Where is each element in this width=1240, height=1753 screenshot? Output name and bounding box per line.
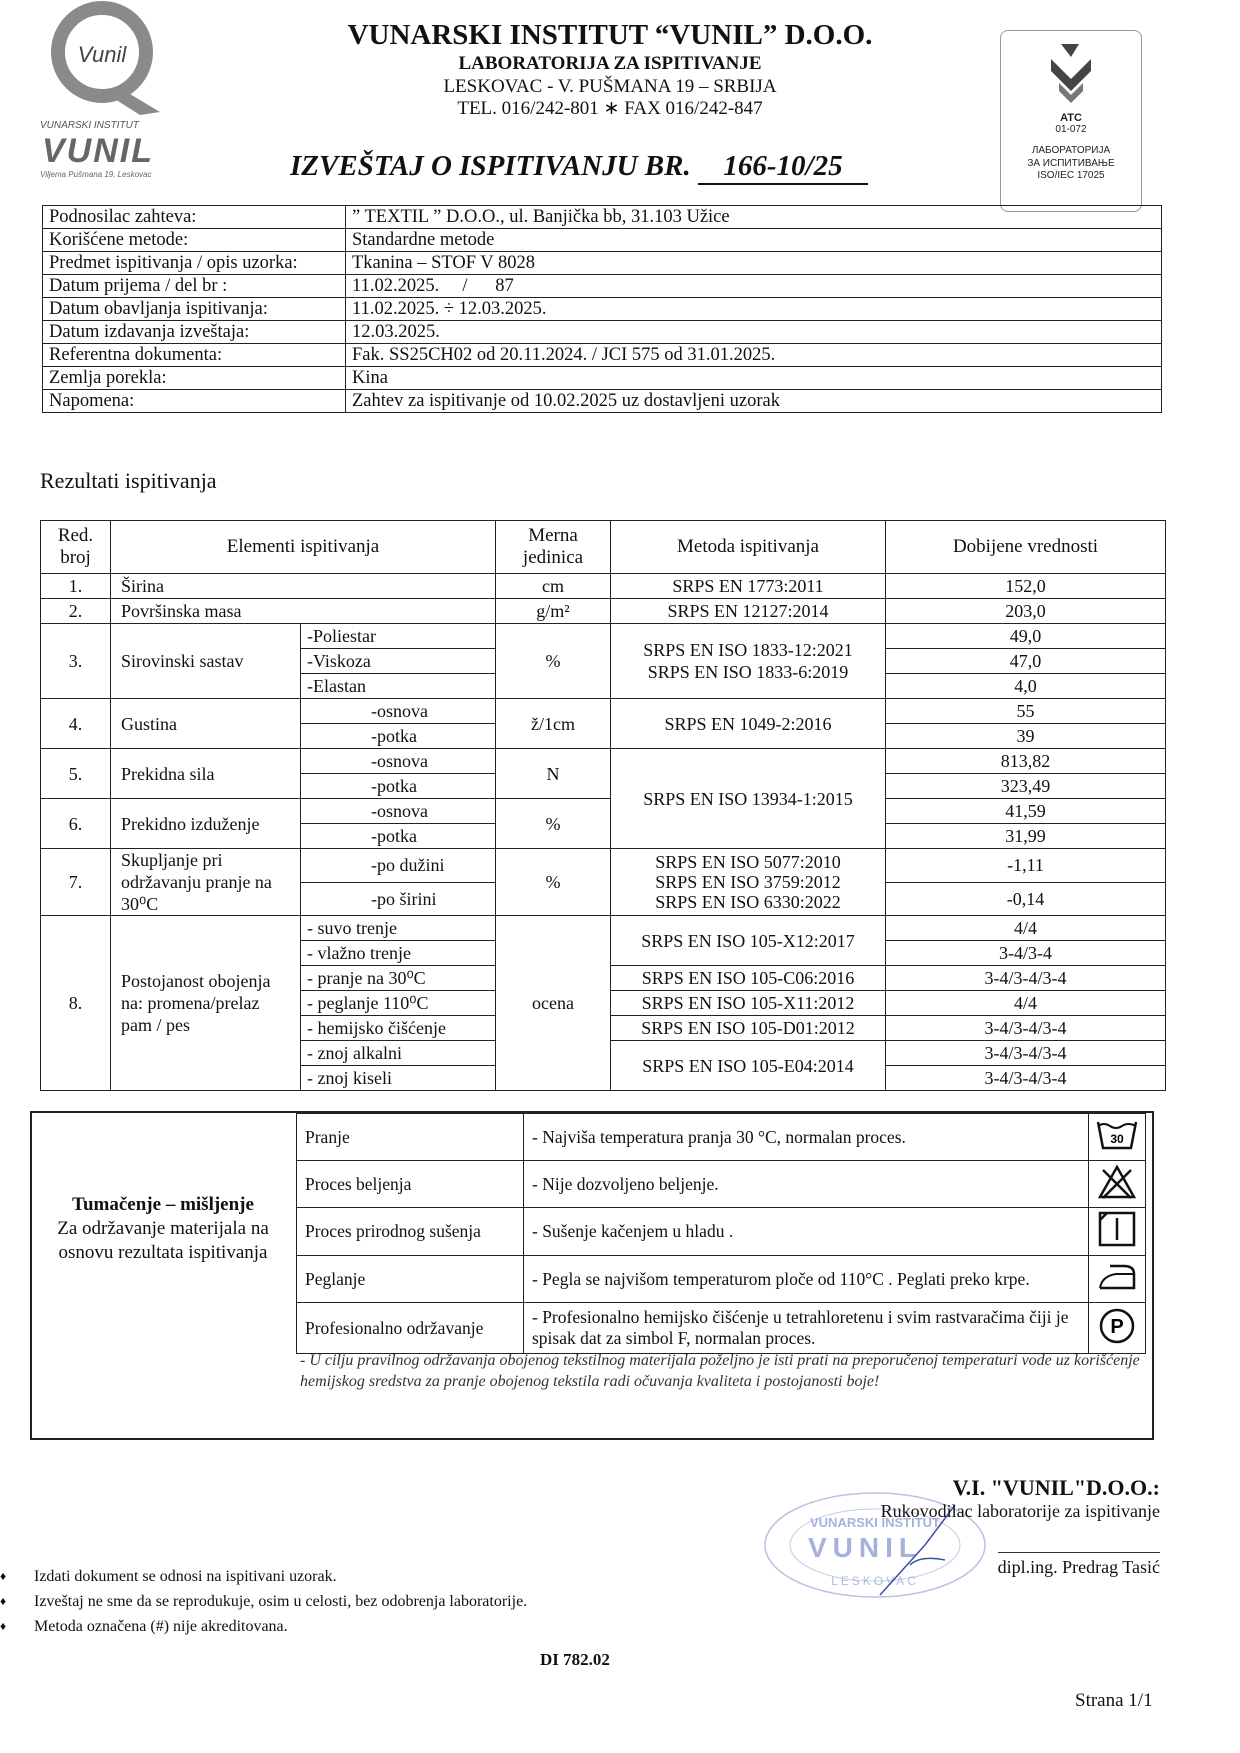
info-value: Standardne metode xyxy=(346,229,1162,252)
interpretation-note: - U cilju pravilnog održavanja obojenog tekstilnog materijala poželjno je isti prati na preporučenoj temperaturi vode uz korišćenje hemijskog sredstva za pranje obojenog tekstila radi očuvanja kvaliteta i postojanosti boje! xyxy=(300,1352,1140,1390)
info-value: 11.02.2025. / 87 xyxy=(346,275,1162,298)
row-value: 813,82 xyxy=(886,749,1166,774)
atc-number: 01-072 xyxy=(1055,124,1087,135)
document-id: DI 782.02 xyxy=(540,1650,610,1669)
signature-company: V.I. "VUNIL"D.O.O.: xyxy=(952,1475,1160,1500)
row-no: 7. xyxy=(41,849,111,916)
info-row xyxy=(43,390,1162,413)
table-row xyxy=(41,699,1166,724)
table-row xyxy=(41,799,1166,824)
header-no: Red. broj xyxy=(41,521,111,574)
care-row xyxy=(297,1114,1146,1161)
row-element: Površinska masa xyxy=(111,599,496,624)
interpretation-box xyxy=(30,1111,1154,1440)
letterhead xyxy=(300,18,920,121)
table-row xyxy=(41,624,1166,649)
row-no: 8. xyxy=(41,916,111,1091)
results-header-row xyxy=(41,521,1166,574)
care-text: - Nije dozvoljeno beljenje. xyxy=(524,1161,1089,1208)
info-row xyxy=(43,344,1162,367)
row-value: 55 xyxy=(886,699,1166,724)
info-row xyxy=(43,229,1162,252)
method-line: SRPS EN ISO 1833-6:2019 xyxy=(647,662,849,682)
care-text: - Sušenje kačenjem u hladu . xyxy=(524,1208,1089,1256)
row-subelement: -Poliestar xyxy=(301,624,496,649)
info-key: Korišćene metode: xyxy=(43,229,346,252)
row-value: 3-4/3-4/3-4 xyxy=(886,966,1166,991)
row-no: 3. xyxy=(41,624,111,699)
atc-line2: ЗА ИСПИТИВАЊЕ xyxy=(1027,157,1115,169)
row-value: 4,0 xyxy=(886,674,1166,699)
row-value: 49,0 xyxy=(886,624,1166,649)
table-row xyxy=(41,599,1166,624)
info-key: Podnosilac zahteva: xyxy=(43,206,346,229)
org-name: VUNARSKI INSTITUT “VUNIL” D.O.O. xyxy=(347,19,873,51)
row-no: 1. xyxy=(41,574,111,599)
signature-block xyxy=(860,1475,1160,1578)
row-value: 47,0 xyxy=(886,649,1166,674)
footer-note: ♦ Metoda označena (#) nije akreditovana. xyxy=(0,1615,527,1640)
care-row xyxy=(297,1208,1146,1256)
row-subelement: - suvo trenje xyxy=(301,916,496,941)
info-key: Predmet ispitivanja / opis uzorka: xyxy=(43,252,346,275)
row-subelement: -potka xyxy=(301,824,496,849)
results-table xyxy=(40,520,1166,1091)
footer-note: ♦ Izveštaj ne sme da se reprodukuje, osim u celosti, bez odobrenja laboratorije. xyxy=(0,1590,527,1615)
row-value: 323,49 xyxy=(886,774,1166,799)
report-number: 166-10/25 xyxy=(698,150,868,185)
row-no: 4. xyxy=(41,699,111,749)
iron-low-icon xyxy=(1089,1256,1146,1303)
row-element: Prekidna sila xyxy=(111,749,301,799)
row-value: 3-4/3-4/3-4 xyxy=(886,1016,1166,1041)
row-value: 41,59 xyxy=(886,799,1166,824)
row-subelement: -osnova xyxy=(301,749,496,774)
row-unit: % xyxy=(496,849,611,916)
row-unit: g/m² xyxy=(496,599,611,624)
info-key: Zemlja porekla: xyxy=(43,367,346,390)
row-method: SRPS EN ISO 105-X12:2017 xyxy=(611,916,886,966)
info-row xyxy=(43,252,1162,275)
logo-wordmark: VUNIL xyxy=(42,132,154,170)
row-method xyxy=(611,624,886,699)
info-value: Kina xyxy=(346,367,1162,390)
care-label: Proces beljenja xyxy=(297,1161,524,1208)
footer-notes xyxy=(0,1565,527,1639)
row-value: 203,0 xyxy=(886,599,1166,624)
row-unit: ž/1cm xyxy=(496,699,611,749)
info-row xyxy=(43,321,1162,344)
care-label: Profesionalno održavanje xyxy=(297,1303,524,1354)
row-subelement: -potka xyxy=(301,774,496,799)
method-line: SRPS EN ISO 5077:2010 xyxy=(655,852,841,872)
signature-role: Rukovodilac laboratorije za ispitivanje xyxy=(880,1501,1160,1521)
row-value: 31,99 xyxy=(886,824,1166,849)
dry-clean-letter: P xyxy=(1110,1315,1124,1338)
row-subelement: - pranje na 30⁰C xyxy=(301,966,496,991)
atc-line3: ISO/IEC 17025 xyxy=(1037,170,1105,181)
org-phone: TEL. 016/242-801 ∗ FAX 016/242-847 xyxy=(457,98,763,120)
row-method: SRPS EN ISO 105-X11:2012 xyxy=(611,991,886,1016)
row-subelement: - znoj kiseli xyxy=(301,1066,496,1091)
row-unit: ocena xyxy=(496,916,611,1091)
report-info-table xyxy=(42,205,1162,413)
row-method: SRPS EN ISO 105-E04:2014 xyxy=(611,1041,886,1091)
care-row xyxy=(297,1303,1146,1354)
row-no: 5. xyxy=(41,749,111,799)
atc-code: ATC xyxy=(1060,112,1082,124)
row-value: -1,11 xyxy=(886,849,1166,883)
row-element: Prekidno izduženje xyxy=(111,799,301,849)
row-method: SRPS EN ISO 13934-1:2015 xyxy=(611,749,886,849)
row-subelement: - znoj alkalni xyxy=(301,1041,496,1066)
info-value: Fak. SS25CH02 od 20.11.2024. / JCI 575 od 31.01.2025. xyxy=(346,344,1162,367)
wash-temp: 30 xyxy=(1110,1131,1124,1146)
row-value: 3-4/3-4/3-4 xyxy=(886,1041,1166,1066)
stamp-text: VUNARSKI INSTITUT xyxy=(810,1515,940,1530)
results-title: Rezultati ispitivanja xyxy=(40,468,217,493)
logo-q-text: Vunil xyxy=(77,42,127,67)
no-bleach-icon xyxy=(1089,1161,1146,1208)
care-text: - Profesionalno hemijsko čišćenje u tetrahloretenu i svim rastvaračima čiji je spisak dat za simbol F, normalan proces. xyxy=(524,1303,1089,1354)
method-line: SRPS EN ISO 3759:2012 xyxy=(655,872,841,892)
row-value: 152,0 xyxy=(886,574,1166,599)
footer-note: ♦ Izdati dokument se odnosi na ispitivani uzorak. xyxy=(0,1565,527,1590)
table-row xyxy=(41,749,1166,774)
info-key: Napomena: xyxy=(43,390,346,413)
info-row xyxy=(43,206,1162,229)
row-unit: % xyxy=(496,624,611,699)
lab-name: LABORATORIJA ZA ISPITIVANJE xyxy=(458,52,762,74)
page-number: Strana 1/1 xyxy=(1075,1690,1153,1711)
info-value: Tkanina – STOF V 8028 xyxy=(346,252,1162,275)
table-row xyxy=(41,574,1166,599)
table-row xyxy=(41,916,1166,941)
info-key: Datum obavljanja ispitivanja: xyxy=(43,298,346,321)
care-label: Peglanje xyxy=(297,1256,524,1303)
signature-name: dipl.ing. Predrag Tasić xyxy=(998,1552,1160,1578)
row-element: Postojanost obojenja na: promena/prelaz pam / pes xyxy=(111,916,301,1091)
row-value: 4/4 xyxy=(886,916,1166,941)
row-method: SRPS EN ISO 105-C06:2016 xyxy=(611,966,886,991)
stamp-word: VUNIL xyxy=(808,1532,922,1563)
stamp-city: LESKOVAC xyxy=(831,1574,919,1588)
row-method: SRPS EN 1049-2:2016 xyxy=(611,699,886,749)
row-subelement: -osnova xyxy=(301,699,496,724)
vunil-q-logo xyxy=(40,0,170,120)
care-row xyxy=(297,1161,1146,1208)
row-subelement: - peglanje 110⁰C xyxy=(301,991,496,1016)
row-subelement: -osnova xyxy=(301,799,496,824)
info-value: ” TEXTIL ” D.O.O., ul. Banjička bb, 31.103 Užice xyxy=(346,206,1162,229)
dry-clean-p-icon xyxy=(1089,1303,1146,1354)
row-method: SRPS EN ISO 105-D01:2012 xyxy=(611,1016,886,1041)
row-value: 3-4/3-4 xyxy=(886,941,1166,966)
row-unit: % xyxy=(496,799,611,849)
care-label: Pranje xyxy=(297,1114,524,1161)
care-table xyxy=(296,1113,1146,1354)
row-subelement: - vlažno trenje xyxy=(301,941,496,966)
row-subelement: -Viskoza xyxy=(301,649,496,674)
info-key: Datum izdavanja izveštaja: xyxy=(43,321,346,344)
method-line: SRPS EN ISO 1833-12:2021 xyxy=(643,640,853,660)
row-element: Širina xyxy=(111,574,496,599)
row-no: 2. xyxy=(41,599,111,624)
header-value: Dobijene vrednosti xyxy=(886,521,1166,574)
row-value: -0,14 xyxy=(886,882,1166,916)
care-row xyxy=(297,1256,1146,1303)
interpretation-title: Tumačenje – mišljenje xyxy=(72,1194,254,1215)
row-element: Skupljanje pri održavanju pranje na 30⁰C xyxy=(111,849,301,916)
row-subelement: -Elastan xyxy=(301,674,496,699)
info-value: Zahtev za ispitivanje od 10.02.2025 uz dostavljeni uzorak xyxy=(346,390,1162,413)
logo-subtitle: VUNARSKI INSTITUT xyxy=(40,120,139,131)
care-label: Proces prirodnog sušenja xyxy=(297,1208,524,1256)
row-subelement: -po dužini xyxy=(301,849,496,883)
interpretation-subtitle: Za održavanje materijala na osnovu rezultata ispitivanja xyxy=(57,1217,269,1263)
info-value: 11.02.2025. ÷ 12.03.2025. xyxy=(346,298,1162,321)
method-line: SRPS EN ISO 6330:2022 xyxy=(655,892,841,912)
row-method: SRPS EN 1773:2011 xyxy=(611,574,886,599)
row-subelement: -potka xyxy=(301,724,496,749)
line-dry-shade-icon xyxy=(1089,1208,1146,1256)
care-text: - Pegla se najvišom temperaturom ploče od 110°C . Peglati preko krpe. xyxy=(524,1256,1089,1303)
report-title-text: IZVEŠTAJ O ISPITIVANJU BR. xyxy=(290,150,691,182)
row-value: 3-4/3-4/3-4 xyxy=(886,1066,1166,1091)
row-no: 6. xyxy=(41,799,111,849)
row-method: SRPS EN 12127:2014 xyxy=(611,599,886,624)
row-unit: N xyxy=(496,749,611,799)
table-row xyxy=(41,849,1166,883)
logo-address: Viljema Pušmana 19, Leskovac xyxy=(40,170,152,179)
row-value: 39 xyxy=(886,724,1166,749)
header-unit: Merna jedinica xyxy=(496,521,611,574)
atc-logo-icon xyxy=(1041,39,1101,109)
info-key: Referentna dokumenta: xyxy=(43,344,346,367)
row-subelement: -po širini xyxy=(301,882,496,916)
accreditation-badge xyxy=(1000,30,1142,212)
row-method xyxy=(611,849,886,916)
wash-30-icon xyxy=(1089,1114,1146,1161)
atc-line1: ЛАБОРАТОРИЈА xyxy=(1031,145,1111,156)
row-value: 4/4 xyxy=(886,991,1166,1016)
care-text: - Najviša temperatura pranja 30 °C, normalan proces. xyxy=(524,1114,1089,1161)
info-value: 12.03.2025. xyxy=(346,321,1162,344)
header-method: Metoda ispitivanja xyxy=(611,521,886,574)
header-element: Elementi ispitivanja xyxy=(111,521,496,574)
row-unit: cm xyxy=(496,574,611,599)
info-row xyxy=(43,275,1162,298)
info-row xyxy=(43,367,1162,390)
interpretation-heading xyxy=(32,1113,294,1438)
row-element: Sirovinski sastav xyxy=(111,624,301,699)
report-title xyxy=(290,150,868,185)
row-element: Gustina xyxy=(111,699,301,749)
info-row xyxy=(43,298,1162,321)
row-subelement: - hemijsko čišćenje xyxy=(301,1016,496,1041)
org-address: LESKOVAC - V. PUŠMANA 19 – SRBIJA xyxy=(443,75,777,97)
info-key: Datum prijema / del br : xyxy=(43,275,346,298)
